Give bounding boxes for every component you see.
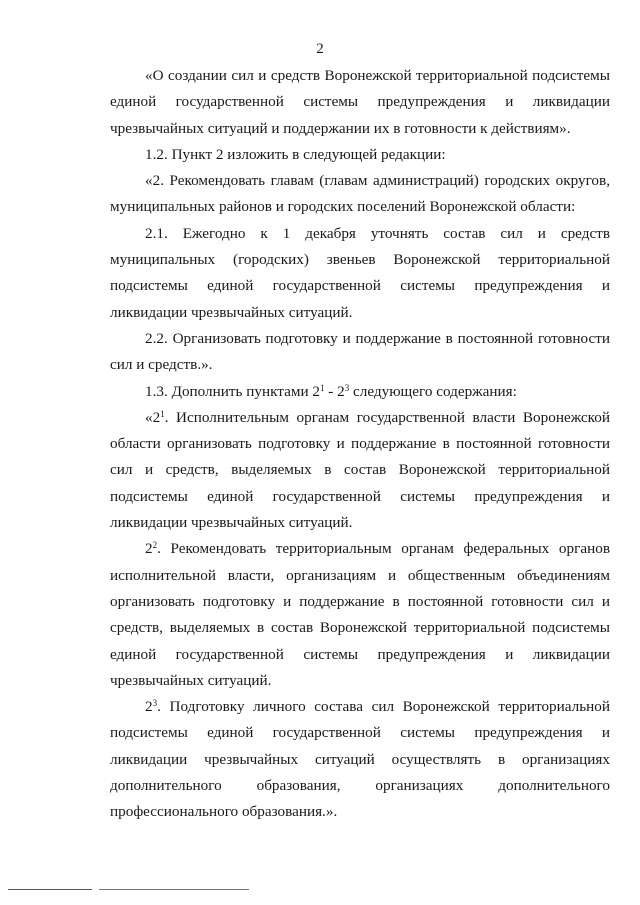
paragraph [110, 694, 610, 825]
paragraph-text: 1.3. Дополнить пунктами 2 [145, 382, 320, 400]
superscript-index: 1 [319, 382, 325, 393]
paragraph-text: «2. Рекомендовать главам (главам администраций) городских округов, муниципальных районов и городских поселений Воронежской области: [110, 172, 610, 216]
paragraph-text: 2 [145, 698, 153, 716]
paragraph-text: 2 [145, 540, 153, 558]
superscript-index: 1 [160, 408, 165, 419]
paragraph-text: 1.2. Пункт 2 изложить в следующей редакции: [145, 145, 446, 163]
superscript-index: 3 [152, 698, 158, 709]
paragraph-text: . Рекомендовать территориальным органам федеральных органов исполнительной власти, организациям и общественным объединениям организовать подготовку и поддержание в постоянной готовности сил и средств, выделяемых в состав Воронежской территориальной подсистемы единой государственной системы предупреждения и ликвидации чрезвычайных ситуаций. [110, 540, 610, 689]
paragraph [110, 142, 610, 168]
footer-rule [99, 889, 249, 890]
document-body [110, 63, 610, 826]
paragraph-text: . Исполнительным органам государственной власти Воронежской области организовать подготовку и поддержание в постоянной готовности сил и средств, выделяемых в состав Воронежской территориальной подсистемы единой государственной системы предупреждения и ликвидации чрезвычайных ситуаций. [110, 408, 610, 532]
paragraph [110, 168, 610, 221]
superscript-index: 3 [344, 382, 350, 393]
superscript-index: 2 [152, 540, 158, 551]
paragraph-text: . Подготовку личного состава сил Воронежской территориальной подсистемы единой государственной системы предупреждения и ликвидации чрезвычайных ситуаций осуществлять в организациях дополнительного образования, организациях дополнительного профессионального образования.». [110, 698, 610, 821]
paragraph [110, 221, 610, 326]
footer-rule [8, 889, 92, 890]
paragraph [110, 536, 610, 694]
paragraph [110, 63, 610, 142]
paragraph-text: 2.2. Организовать подготовку и поддержание в постоянной готовности сил и средств.». [110, 329, 610, 374]
paragraph-text: «О создании сил и средств Воронежской территориальной подсистемы единой государственной системы предупреждения и ликвидации чрезвычайных ситуаций и поддержании их в готовности к действиям». [110, 67, 610, 137]
paragraph [110, 326, 610, 379]
paragraph-text: следующего содержания: [349, 382, 517, 400]
paragraph-text: - 2 [324, 382, 345, 400]
page-number: 2 [316, 41, 324, 57]
paragraph-text: 2.1. Ежегодно к 1 декабря уточнять состав сил и средств муниципальных (городских) звеньев Воронежской территориальной подсистемы единой государственной системы предупреждения и ликвидации чрезвычайных ситуаций. [110, 224, 610, 321]
paragraph [110, 379, 610, 405]
paragraph-text: «2 [145, 408, 161, 426]
paragraph [110, 405, 610, 536]
